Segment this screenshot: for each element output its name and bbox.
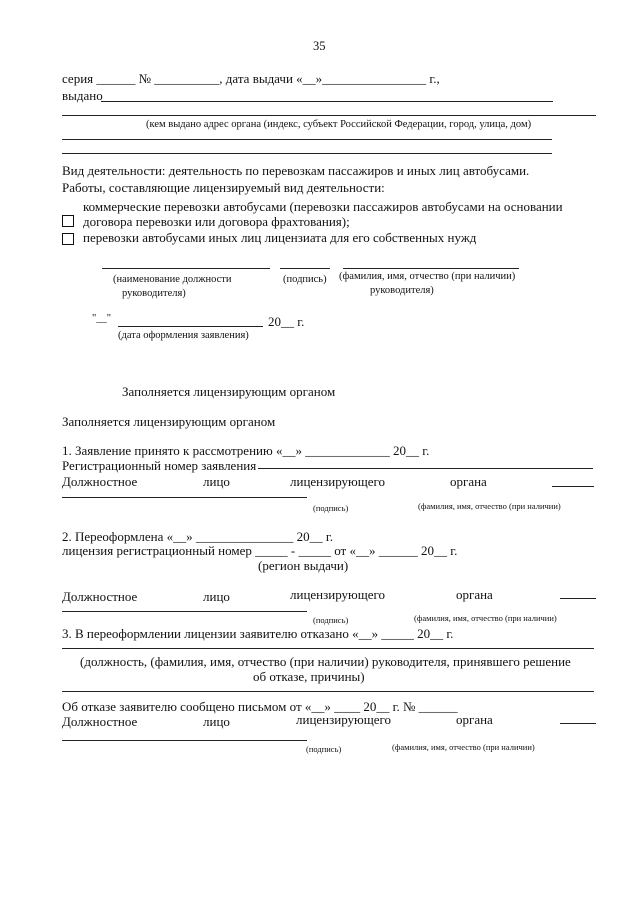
- option2-checkbox[interactable]: [62, 233, 74, 245]
- official2-word-4: органа: [456, 587, 493, 602]
- fio-caption-2b: (фамилия, имя, отчество (при наличии): [414, 613, 557, 623]
- refusal-caption-2: об отказе, причины): [253, 669, 365, 684]
- official2-line: [62, 611, 307, 612]
- date-year: 20__ г.: [268, 314, 305, 329]
- refusal-line-2: [62, 691, 594, 692]
- option2-text: перевозки автобусами иных лиц лицензиата для его собственных нужд: [83, 230, 477, 245]
- position-caption-2: руководителя): [122, 288, 186, 299]
- activity-kind: Вид деятельности: деятельность по перевозкам пассажиров и иных лиц автобусами.: [62, 163, 530, 178]
- sign-caption: (подпись): [283, 274, 327, 285]
- item1-text: 1. Заявление принято к рассмотрению «__» _____________ 20__ г.: [62, 443, 430, 458]
- official3-tail-line: [560, 723, 596, 724]
- position-line: [102, 268, 270, 269]
- fio-caption-1: (фамилия, имя, отчество (при наличии): [339, 271, 516, 282]
- item2-region: (регион выдачи): [258, 558, 349, 573]
- official2-word-3: лицензирующего: [290, 587, 386, 602]
- item2-line-1: 2. Переоформлена «__» _______________ 20__ г.: [62, 529, 333, 544]
- item2-line-2: лицензия регистрационный номер _____ - _____ от «__» ______ 20__ г.: [62, 543, 458, 558]
- issued-label: выдано: [62, 88, 103, 103]
- issued-line: [101, 101, 553, 102]
- official-tail-line: [552, 486, 594, 487]
- option1-checkbox[interactable]: [62, 215, 74, 227]
- sign-caption-3: (подпись): [306, 744, 342, 754]
- address-line-2: [62, 139, 552, 140]
- fio-line: [343, 268, 519, 269]
- date-quote: "__": [92, 313, 112, 324]
- option1-text-line1: коммерческие перевозки автобусами (перевозки пассажиров автобусами на основании: [83, 199, 563, 214]
- official-word-4: органа: [450, 474, 487, 489]
- series-line: серия ______ № __________, дата выдачи «__»________________ г.,: [62, 71, 440, 86]
- address-line-1: [62, 115, 596, 116]
- item3-text: 3. В переоформлении лицензии заявителю отказано «__» _____ 20__ г.: [62, 626, 454, 641]
- refusal-caption-1: (должность, (фамилия, имя, отчество (при наличии) руководителя, принявшего решение: [80, 654, 571, 669]
- official2-word-2: лицо: [203, 589, 230, 604]
- issuer-caption: (кем выдано адрес органа (индекс, субъект Российской Федерации, город, улица, дом): [146, 119, 532, 130]
- sign-caption-2: (подпись): [313, 615, 349, 625]
- official3-word-4: органа: [456, 712, 493, 727]
- reg-number-line: [258, 468, 593, 469]
- official3-word-3: лицензирующего: [296, 712, 392, 727]
- fill-heading-2: Заполняется лицензирующим органом: [62, 414, 276, 429]
- official3-word-1: Должностное: [62, 714, 138, 729]
- official3-line: [62, 740, 307, 741]
- address-line-3: [62, 153, 552, 154]
- date-line: [118, 326, 263, 327]
- official2-tail-line: [560, 598, 596, 599]
- date-caption: (дата оформления заявления): [118, 330, 249, 341]
- fio-caption-2: руководителя): [370, 285, 434, 296]
- official3-word-2: лицо: [203, 714, 230, 729]
- sign-caption-1: (подпись): [313, 503, 349, 513]
- activity-works: Работы, составляющие лицензируемый вид деятельности:: [62, 180, 385, 195]
- official1-line: [62, 497, 307, 498]
- page-number: 35: [313, 39, 326, 53]
- reg-number-label: Регистрационный номер заявления: [62, 458, 257, 473]
- fill-heading-1: Заполняется лицензирующим органом: [122, 384, 336, 399]
- official-word-1: Должностное: [62, 474, 138, 489]
- official-word-2: лицо: [203, 474, 230, 489]
- option1-text-line2: договора перевозки или договора фрахтования);: [83, 214, 350, 229]
- refusal-line-1: [62, 648, 594, 649]
- official-word-3: лицензирующего: [290, 474, 386, 489]
- fio-caption-3b: (фамилия, имя, отчество (при наличии): [392, 742, 535, 752]
- sign-line: [280, 268, 330, 269]
- official2-word-1: Должностное: [62, 589, 138, 604]
- notified-text: Об отказе заявителю сообщено письмом от «__» ____ 20__ г. № ______: [62, 699, 458, 714]
- fio-caption-1b: (фамилия, имя, отчество (при наличии): [418, 501, 561, 511]
- position-caption-1: (наименование должности: [113, 274, 232, 285]
